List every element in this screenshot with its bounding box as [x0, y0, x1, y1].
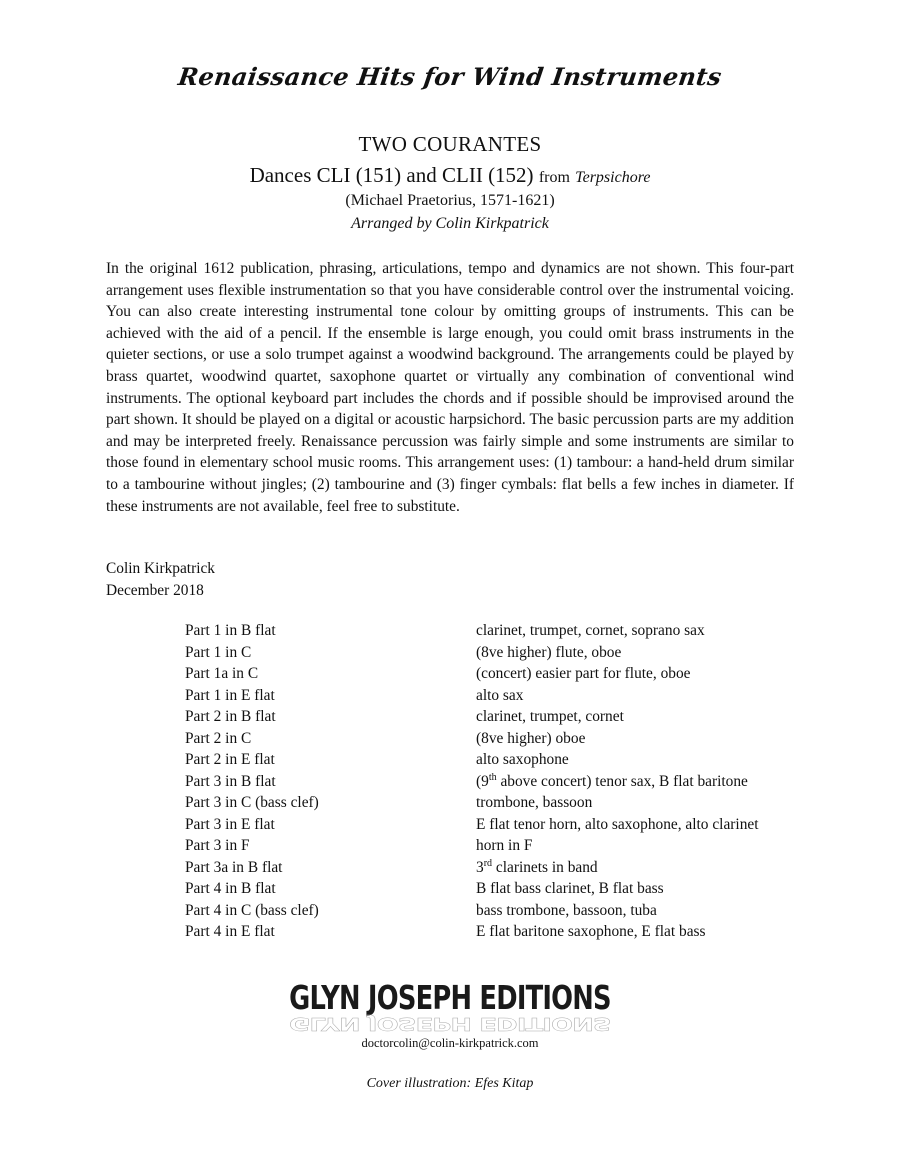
publisher-logo-reflection: GLYN JOSEPH EDITIONS — [289, 1013, 611, 1035]
part-name: Part 3 in E flat — [185, 815, 275, 833]
part-row — [185, 878, 805, 900]
part-instruments-pre: (9 — [476, 772, 489, 790]
part-instruments-post: above concert) tenor sax, B flat baritone — [496, 772, 748, 790]
part-name: Part 4 in C (bass clef) — [185, 901, 319, 919]
part-row — [185, 900, 805, 922]
part-instruments — [476, 771, 748, 793]
part-name: Part 3 in C (bass clef) — [185, 794, 319, 811]
ordinal-suffix: rd — [483, 857, 493, 869]
subtitle-from: from — [538, 169, 570, 186]
part-row — [185, 663, 805, 685]
part-row — [185, 642, 805, 664]
part-name: Part 2 in B flat — [185, 708, 276, 725]
part-name: Part 3a in B flat — [185, 858, 283, 876]
part-instruments-pre: 3 — [476, 858, 484, 876]
part-row — [185, 771, 805, 793]
signature-block — [106, 558, 215, 601]
publisher-logo — [0, 978, 900, 1035]
contact-email: doctorcolin@colin-kirkpatrick.com — [361, 1036, 539, 1050]
page-title: TWO COURANTES — [358, 132, 542, 156]
part-row — [185, 792, 805, 814]
subtitle-dances: Dances CLI (151) and CLII (152) — [249, 163, 534, 187]
part-name: Part 1 in C — [185, 643, 252, 661]
part-instruments: alto saxophone — [476, 751, 569, 768]
composer-credit: (Michael Praetorius, 1571-1621) — [345, 192, 555, 209]
part-name: Part 1a in C — [185, 665, 259, 682]
part-instruments: alto sax — [476, 686, 524, 704]
part-instruments-post: clarinets in band — [492, 858, 598, 876]
part-row — [185, 620, 805, 642]
part-instruments: trombone, bassoon — [476, 794, 593, 811]
part-instruments: E flat tenor horn, alto saxophone, alto clarinet — [476, 815, 759, 833]
part-row — [185, 857, 805, 879]
part-name: Part 3 in F — [185, 837, 250, 854]
part-row — [185, 835, 805, 857]
part-row — [185, 685, 805, 707]
part-row — [185, 728, 805, 750]
part-instruments: horn in F — [476, 837, 533, 854]
part-name: Part 1 in B flat — [185, 622, 276, 639]
part-instruments: (8ve higher) flute, oboe — [476, 643, 622, 661]
subtitle-source: Terpsichore — [575, 169, 651, 186]
part-name: Part 2 in C — [185, 729, 252, 747]
part-instruments: bass trombone, bassoon, tuba — [476, 901, 657, 919]
publisher-logo-text: GLYN JOSEPH EDITIONS — [289, 978, 611, 1017]
part-row — [185, 706, 805, 728]
part-name: Part 4 in B flat — [185, 880, 276, 897]
part-instruments: (8ve higher) oboe — [476, 729, 586, 747]
intro-paragraph: In the original 1612 publication, phrasing, articulations, tempo and dynamics are not shown. This four-part arrangement uses flexible instrumentation so that you have considerable control over the instrumental voicing. You can also create interesting instrumental tone colour by omitting groups of instruments. This can be achieved with the aid of a pencil. If the ensemble is large enough, you could omit brass instruments in the quieter sections, or use a solo trumpet against a woodwind background. The arrangements could be played by brass quartet, woodwind quartet, saxophone quartet or virtually any combination of conventional wind instruments. The optional keyboard part includes the chords and if possible should be improvised around the part shown. It should be played on a digital or acoustic harpsichord. The basic percussion parts are my addition and may be interpreted freely. Renaissance percussion was fairly simple and some instruments are similar to those found in elementary school music rooms. This arrangement uses: (1) tambour: a hand-held drum similar to a tambourine without jingles; (2) tambourine and (3) finger cymbals: flat bells a few inches in diameter. If these instruments are not available, feel free to substitute. — [106, 260, 794, 515]
part-instruments: B flat bass clarinet, B flat bass — [476, 880, 664, 897]
part-name: Part 4 in E flat — [185, 923, 275, 940]
part-instruments: (concert) easier part for flute, oboe — [476, 665, 691, 682]
part-instruments: clarinet, trumpet, cornet, soprano sax — [476, 622, 705, 639]
part-name: Part 1 in E flat — [185, 686, 275, 704]
signature-name: Colin Kirkpatrick — [106, 560, 215, 577]
cover-credit: Cover illustration: Efes Kitap — [366, 1076, 534, 1091]
part-row — [185, 921, 805, 943]
signature-date: December 2018 — [106, 581, 204, 599]
parts-list — [185, 620, 805, 943]
part-name: Part 2 in E flat — [185, 751, 275, 768]
series-title: Renaissance Hits for Wind Instruments — [176, 62, 724, 91]
part-name: Part 3 in B flat — [185, 772, 276, 790]
part-instruments — [476, 857, 598, 879]
subtitle — [0, 163, 900, 188]
part-instruments: clarinet, trumpet, cornet — [476, 708, 624, 725]
arranger-credit: Arranged by Colin Kirkpatrick — [351, 215, 549, 232]
part-row — [185, 814, 805, 836]
ordinal-suffix: th — [488, 771, 497, 783]
part-row — [185, 749, 805, 771]
part-instruments: E flat baritone saxophone, E flat bass — [476, 923, 706, 940]
